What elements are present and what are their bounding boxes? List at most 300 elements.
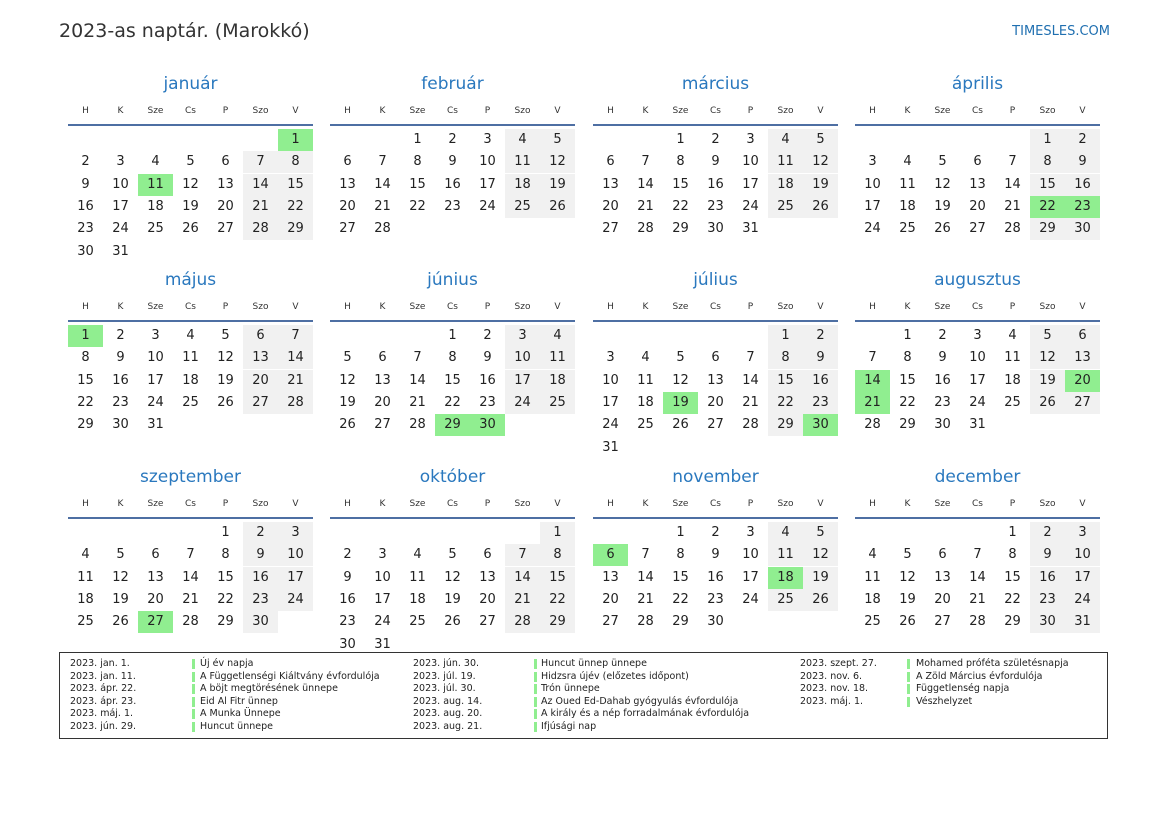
day-cell: 8 [413, 154, 422, 170]
holiday-day-cell: 14 [855, 370, 890, 392]
day-cell: 19 [339, 394, 356, 410]
day-cell: 17 [1065, 567, 1100, 589]
day-cell: 11 [77, 569, 94, 585]
legend-date: 2023. nov. 6. [800, 670, 863, 682]
weekday-header: P [747, 302, 754, 312]
day-cell: 28 [1004, 221, 1021, 237]
day-cell: 7 [278, 325, 313, 347]
day-cell: 15 [1030, 174, 1065, 196]
day-cell: 4 [540, 325, 575, 347]
day-cell: 13 [707, 372, 724, 388]
legend-date: 2023. nov. 18. [800, 683, 869, 695]
day-cell: 15 [278, 174, 313, 196]
day-cell: 28 [969, 614, 986, 630]
legend-marker [907, 659, 910, 669]
day-cell: 15 [409, 176, 426, 192]
day-cell: 21 [637, 198, 654, 214]
day-cell: 30 [77, 243, 94, 259]
day-cell: 27 [934, 614, 951, 630]
day-cell: 25 [505, 196, 540, 218]
weekday-header: K [642, 499, 649, 509]
day-cell: 13 [602, 176, 619, 192]
day-cell: 5 [938, 154, 947, 170]
day-cell: 2 [803, 325, 838, 347]
day-cell: 28 [637, 221, 654, 237]
day-cell: 9 [1030, 544, 1065, 566]
day-cell: 14 [637, 176, 654, 192]
day-cell: 28 [243, 218, 278, 240]
weekday-header: H [344, 499, 351, 509]
holiday-day-cell: 19 [663, 392, 698, 414]
day-cell: 3 [378, 547, 387, 563]
day-cell: 24 [112, 221, 129, 237]
day-cell: 3 [116, 154, 125, 170]
day-cell: 11 [182, 350, 199, 366]
legend-name: Mohamed próféta születésnapja [916, 658, 1069, 669]
day-cell: 13 [969, 176, 986, 192]
weekday-header: Szo [252, 499, 269, 509]
legend-marker [907, 672, 910, 682]
day-cell: 11 [540, 347, 575, 369]
day-cell: 10 [112, 176, 129, 192]
day-cell: 21 [243, 196, 278, 218]
weekday-header: H [82, 302, 89, 312]
day-cell: 17 [112, 198, 129, 214]
weekday-header: H [82, 106, 89, 116]
day-cell: 16 [112, 372, 129, 388]
holiday-day-cell: 20 [1065, 370, 1100, 392]
day-cell: 6 [343, 154, 352, 170]
weekday-header: Szo [1039, 499, 1056, 509]
day-cell: 7 [641, 547, 650, 563]
day-cell: 23 [243, 589, 278, 611]
day-cell: 19 [444, 591, 461, 607]
weekday-header: V [554, 499, 561, 509]
day-cell: 5 [448, 547, 457, 563]
day-cell: 29 [899, 417, 916, 433]
day-cell: 22 [672, 591, 689, 607]
weekday-header: P [484, 499, 491, 509]
day-cell: 30 [1065, 218, 1100, 240]
day-cell: 20 [243, 370, 278, 392]
day-cell: 1 [540, 522, 575, 544]
day-cell: 14 [278, 347, 313, 369]
day-cell: 6 [221, 154, 230, 170]
day-cell: 31 [969, 417, 986, 433]
weekday-header: H [344, 302, 351, 312]
day-cell: 11 [768, 544, 803, 566]
weekday-header: Sze [147, 499, 164, 509]
holiday-legend [59, 652, 1108, 739]
legend-name: Új év napja [200, 658, 254, 669]
day-cell: 12 [803, 544, 838, 566]
day-cell: 11 [1004, 350, 1021, 366]
weekday-header: V [292, 302, 299, 312]
weekday-header: Cs [972, 499, 983, 509]
day-cell: 14 [182, 569, 199, 585]
legend-marker [534, 659, 537, 669]
weekday-header: K [117, 106, 124, 116]
day-cell: 1 [221, 525, 230, 540]
day-cell: 27 [602, 614, 619, 630]
day-cell: 13 [339, 176, 356, 192]
day-cell: 21 [278, 370, 313, 392]
day-cell: 23 [77, 221, 94, 237]
day-cell: 11 [899, 176, 916, 192]
day-cell: 25 [637, 417, 654, 433]
day-cell: 24 [864, 221, 881, 237]
day-cell: 2 [711, 525, 720, 540]
day-cell: 22 [278, 196, 313, 218]
holiday-day-cell: 11 [138, 174, 173, 196]
legend-name: A Zöld Március évfordulója [916, 670, 1043, 682]
day-cell: 3 [278, 522, 313, 544]
weekday-header: P [222, 106, 229, 116]
legend-marker [907, 684, 910, 694]
legend-marker [534, 709, 537, 719]
weekday-header: Cs [710, 499, 721, 509]
header-rule [330, 517, 575, 519]
weekday-header: Sze [934, 302, 951, 312]
day-cell: 30 [339, 636, 356, 652]
day-cell: 19 [803, 567, 838, 589]
legend-date: 2023. máj. 1. [800, 695, 864, 707]
day-cell: 17 [742, 176, 759, 192]
day-cell: 5 [116, 547, 125, 563]
day-cell: 12 [112, 569, 129, 585]
day-cell: 30 [112, 417, 129, 433]
day-cell: 9 [938, 350, 947, 366]
day-cell: 24 [505, 392, 540, 414]
day-cell: 24 [602, 417, 619, 433]
day-cell: 10 [864, 176, 881, 192]
day-cell: 22 [899, 394, 916, 410]
day-cell: 28 [278, 392, 313, 414]
day-cell: 2 [116, 328, 125, 343]
day-cell: 18 [768, 174, 803, 196]
day-cell: 23 [934, 394, 951, 410]
day-cell: 19 [540, 174, 575, 196]
day-cell: 12 [672, 372, 689, 388]
day-cell: 10 [742, 154, 759, 170]
legend-name: Vészhelyzet [916, 695, 973, 707]
weekday-header: V [817, 499, 824, 509]
weekday-header: P [747, 106, 754, 116]
legend-name: Az Oued Ed-Dahab gyógyulás évfordulója [541, 695, 739, 707]
day-cell: 27 [217, 221, 234, 237]
day-cell: 18 [409, 591, 426, 607]
weekday-header: Sze [409, 499, 426, 509]
day-cell: 17 [479, 176, 496, 192]
day-cell: 23 [1030, 589, 1065, 611]
holiday-day-cell: 1 [68, 325, 103, 347]
legend-date: 2023. ápr. 23. [70, 695, 137, 707]
day-cell: 4 [641, 350, 650, 366]
day-cell: 1 [1008, 525, 1017, 540]
day-cell: 23 [479, 394, 496, 410]
day-cell: 1 [676, 132, 685, 147]
site-link[interactable]: TIMESLES.COM [1012, 24, 1110, 39]
day-cell: 8 [540, 544, 575, 566]
day-cell: 26 [182, 221, 199, 237]
header-rule [593, 320, 838, 322]
day-cell: 13 [934, 569, 951, 585]
day-cell: 2 [1030, 522, 1065, 544]
day-cell: 25 [77, 614, 94, 630]
day-cell: 27 [479, 614, 496, 630]
weekday-header: Szo [1039, 106, 1056, 116]
day-cell: 31 [147, 417, 164, 433]
legend-marker [192, 722, 195, 732]
day-cell: 19 [112, 591, 129, 607]
day-cell: 10 [602, 372, 619, 388]
day-cell: 14 [409, 372, 426, 388]
weekday-header: Cs [447, 499, 458, 509]
weekday-header: V [1079, 302, 1086, 312]
day-cell: 20 [602, 591, 619, 607]
day-cell: 22 [540, 589, 575, 611]
day-cell: 8 [221, 547, 230, 563]
day-cell: 6 [973, 154, 982, 170]
day-cell: 20 [934, 591, 951, 607]
day-cell: 29 [77, 417, 94, 433]
weekday-header: H [869, 302, 876, 312]
day-cell: 20 [707, 394, 724, 410]
day-cell: 13 [479, 569, 496, 585]
day-cell: 12 [182, 176, 199, 192]
weekday-header: Szo [777, 302, 794, 312]
day-cell: 28 [374, 221, 391, 237]
day-cell: 13 [217, 176, 234, 192]
day-cell: 12 [540, 151, 575, 173]
day-cell: 28 [505, 611, 540, 633]
legend-name: Huncut ünnepe [200, 720, 273, 732]
weekday-header: V [1079, 106, 1086, 116]
day-cell: 19 [934, 198, 951, 214]
day-cell: 11 [768, 151, 803, 173]
day-cell: 18 [540, 370, 575, 392]
weekday-header: K [642, 302, 649, 312]
weekday-header: H [607, 106, 614, 116]
day-cell: 21 [182, 591, 199, 607]
day-cell: 3 [868, 154, 877, 170]
day-cell: 25 [768, 589, 803, 611]
legend-date: 2023. aug. 20. [413, 708, 483, 720]
legend-date: 2023. aug. 21. [413, 720, 483, 732]
weekday-header: Cs [710, 302, 721, 312]
header-rule [330, 124, 575, 126]
day-cell: 29 [278, 218, 313, 240]
weekday-header: H [869, 106, 876, 116]
day-cell: 2 [483, 328, 492, 343]
legend-name: Függetlenség napja [916, 683, 1010, 695]
legend-marker [192, 697, 195, 707]
holiday-day-cell: 27 [138, 611, 173, 633]
weekday-header: P [747, 499, 754, 509]
legend-name: A Munka Ünnepe [200, 708, 281, 720]
weekday-header: Cs [972, 302, 983, 312]
weekday-header: P [1009, 499, 1016, 509]
day-cell: 24 [147, 394, 164, 410]
day-cell: 12 [899, 569, 916, 585]
day-cell: 2 [938, 328, 947, 343]
day-cell: 5 [903, 547, 912, 563]
day-cell: 22 [217, 591, 234, 607]
day-cell: 8 [448, 350, 457, 366]
weekday-header: P [222, 499, 229, 509]
day-cell: 18 [77, 591, 94, 607]
day-cell: 31 [742, 221, 759, 237]
day-cell: 17 [505, 370, 540, 392]
weekday-header: Cs [710, 106, 721, 116]
weekday-header: Sze [147, 106, 164, 116]
day-cell: 12 [217, 350, 234, 366]
day-cell: 4 [505, 129, 540, 151]
weekday-header: V [1079, 499, 1086, 509]
day-cell: 10 [969, 350, 986, 366]
day-cell: 6 [243, 325, 278, 347]
legend-date: 2023. ápr. 22. [70, 683, 137, 695]
day-cell: 13 [1065, 347, 1100, 369]
day-cell: 27 [243, 392, 278, 414]
day-cell: 2 [343, 547, 352, 563]
day-cell: 3 [1065, 522, 1100, 544]
day-cell: 16 [479, 372, 496, 388]
day-cell: 1 [413, 132, 422, 147]
day-cell: 28 [864, 417, 881, 433]
weekday-header: Szo [252, 106, 269, 116]
day-cell: 15 [672, 569, 689, 585]
day-cell: 1 [448, 328, 457, 343]
legend-marker [192, 659, 195, 669]
weekday-header: Cs [185, 499, 196, 509]
day-cell: 13 [147, 569, 164, 585]
day-cell: 23 [707, 591, 724, 607]
day-cell: 9 [81, 176, 90, 192]
day-cell: 4 [768, 129, 803, 151]
weekday-header: Sze [147, 302, 164, 312]
weekday-header: P [222, 302, 229, 312]
legend-name: A Függetlenségi Kiáltvány évfordulója [200, 670, 380, 682]
day-cell: 20 [374, 394, 391, 410]
day-cell: 29 [672, 221, 689, 237]
day-cell: 1 [1030, 129, 1065, 151]
day-cell: 4 [1008, 328, 1017, 343]
day-cell: 31 [112, 243, 129, 259]
day-cell: 25 [768, 196, 803, 218]
day-cell: 5 [540, 129, 575, 151]
day-cell: 17 [864, 198, 881, 214]
weekday-header: Sze [409, 106, 426, 116]
legend-date: 2023. jan. 11. [70, 670, 136, 682]
day-cell: 7 [746, 350, 755, 366]
day-cell: 4 [81, 547, 90, 563]
day-cell: 7 [868, 350, 877, 366]
day-cell: 18 [505, 174, 540, 196]
day-cell: 2 [448, 132, 457, 147]
day-cell: 18 [1004, 372, 1021, 388]
legend-date: 2023. júl. 19. [413, 670, 476, 682]
legend-date: 2023. máj. 1. [70, 708, 134, 720]
day-cell: 8 [676, 547, 685, 563]
weekday-header: Sze [934, 106, 951, 116]
day-cell: 9 [711, 547, 720, 563]
day-cell: 17 [969, 372, 986, 388]
day-cell: 20 [339, 198, 356, 214]
month-name: augusztus [934, 270, 1021, 290]
month-name: március [681, 74, 750, 94]
day-cell: 6 [151, 547, 160, 563]
day-cell: 26 [540, 196, 575, 218]
day-cell: 15 [217, 569, 234, 585]
month-name: június [427, 270, 478, 290]
legend-date: 2023. jan. 1. [70, 658, 130, 669]
day-cell: 7 [186, 547, 195, 563]
day-cell: 8 [903, 350, 912, 366]
day-cell: 14 [243, 174, 278, 196]
day-cell: 26 [339, 417, 356, 433]
day-cell: 26 [444, 614, 461, 630]
legend-name: Ifjúsági nap [541, 720, 597, 732]
day-cell: 30 [243, 611, 278, 633]
day-cell: 16 [444, 176, 461, 192]
day-cell: 21 [742, 394, 759, 410]
day-cell: 24 [1065, 589, 1100, 611]
weekday-header: H [82, 499, 89, 509]
day-cell: 7 [243, 151, 278, 173]
day-cell: 28 [182, 614, 199, 630]
header-rule [593, 124, 838, 126]
day-cell: 5 [1030, 325, 1065, 347]
day-cell: 3 [483, 132, 492, 147]
day-cell: 16 [339, 591, 356, 607]
legend-date: 2023. jún. 29. [70, 720, 137, 732]
day-cell: 15 [444, 372, 461, 388]
day-cell: 16 [77, 198, 94, 214]
day-cell: 20 [147, 591, 164, 607]
day-cell: 22 [768, 392, 803, 414]
legend-marker [534, 722, 537, 732]
day-cell: 14 [637, 569, 654, 585]
day-cell: 25 [409, 614, 426, 630]
day-cell: 28 [742, 417, 759, 433]
weekday-header: V [292, 106, 299, 116]
legend-date: 2023. jún. 30. [413, 658, 480, 669]
day-cell: 4 [903, 154, 912, 170]
day-cell: 12 [1030, 347, 1065, 369]
day-cell: 21 [505, 589, 540, 611]
day-cell: 12 [444, 569, 461, 585]
day-cell: 15 [899, 372, 916, 388]
day-cell: 16 [707, 176, 724, 192]
day-cell: 30 [707, 614, 724, 630]
weekday-header: Sze [672, 106, 689, 116]
weekday-header: H [344, 106, 351, 116]
legend-date: 2023. szept. 27. [800, 658, 877, 669]
day-cell: 17 [278, 567, 313, 589]
day-cell: 11 [864, 569, 881, 585]
weekday-header: K [904, 499, 911, 509]
day-cell: 7 [641, 154, 650, 170]
weekday-header: K [904, 302, 911, 312]
weekday-header: K [117, 499, 124, 509]
day-cell: 15 [77, 372, 94, 388]
weekday-header: Cs [185, 106, 196, 116]
day-cell: 15 [540, 567, 575, 589]
day-cell: 29 [1030, 218, 1065, 240]
weekday-header: Szo [777, 106, 794, 116]
day-cell: 7 [505, 544, 540, 566]
